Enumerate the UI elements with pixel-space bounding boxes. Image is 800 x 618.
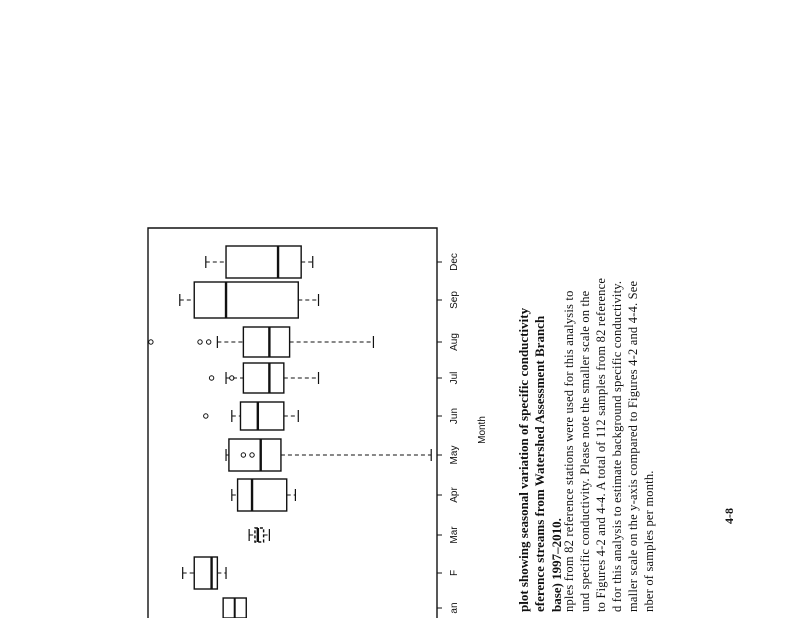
tick-label-apr: Apr (449, 487, 460, 503)
page-number: 4-8 (722, 508, 736, 524)
caption-line-2: eference streams from Watershed Assessment Branch (532, 315, 547, 612)
caption-line-5: und specific conductivity. Please note the smaller scale on the (578, 290, 592, 612)
tick-label-may: May (449, 445, 460, 465)
tick-label-jan: an (449, 602, 460, 614)
box-apr (232, 479, 296, 511)
caption-line-3: base) 1997–2010. (549, 518, 564, 612)
caption-line-9: nber of samples per month. (642, 470, 656, 612)
box-mar (249, 528, 269, 542)
box-body-jun (240, 402, 283, 430)
box-body-apr (238, 479, 287, 511)
outlier-point-aug-2 (198, 340, 202, 344)
box-jul (209, 363, 318, 393)
box-jun (204, 402, 299, 430)
outlier-point-jul-1 (209, 376, 213, 380)
caption-line-8: maller scale on the y-axis compared to Figures 4-2 and 4-4. See (626, 280, 640, 612)
box-aug (149, 327, 374, 357)
box-body-sep (194, 282, 298, 318)
box-f (183, 557, 226, 589)
tick-label-aug: Aug (449, 333, 460, 351)
tick-label-mar: Mar (449, 526, 460, 544)
box-may (226, 439, 431, 471)
caption-line-4: nples from 82 reference stations were used for this analysis to (562, 290, 576, 612)
tick-label-f: F (449, 569, 460, 577)
box-dec (206, 246, 313, 278)
tick-label-jun: Jun (449, 407, 460, 425)
caption-line-6: to Figures 4-2 and 4-4. A total of 112 samples from 82 reference (594, 277, 608, 612)
x-axis-title: Month (477, 416, 488, 444)
box-body-f (194, 557, 217, 589)
box-body-dec (226, 246, 301, 278)
outlier-point-aug-1 (149, 340, 153, 344)
caption-line-7: d for this analysis to estimate background specific conductivity. (610, 280, 624, 612)
box-sep (180, 282, 319, 318)
box-body-jul (243, 363, 283, 393)
box-body-mar (255, 528, 264, 542)
x-axis-ticks (437, 262, 442, 608)
tick-label-dec: Dec (449, 253, 460, 271)
outlier-point-aug-3 (206, 340, 210, 344)
caption-line-1: plot showing seasonal variation of specific conductivity (516, 307, 531, 612)
box-body-may (229, 439, 281, 471)
tick-label-jul: Jul (449, 371, 460, 385)
box-jan (223, 598, 246, 618)
tick-label-sep: Sep (449, 291, 460, 309)
box-body-aug (243, 327, 289, 357)
boxes-group (149, 246, 432, 618)
x-axis-tick-labels (449, 253, 460, 613)
outlier-point-jun-1 (204, 414, 208, 418)
